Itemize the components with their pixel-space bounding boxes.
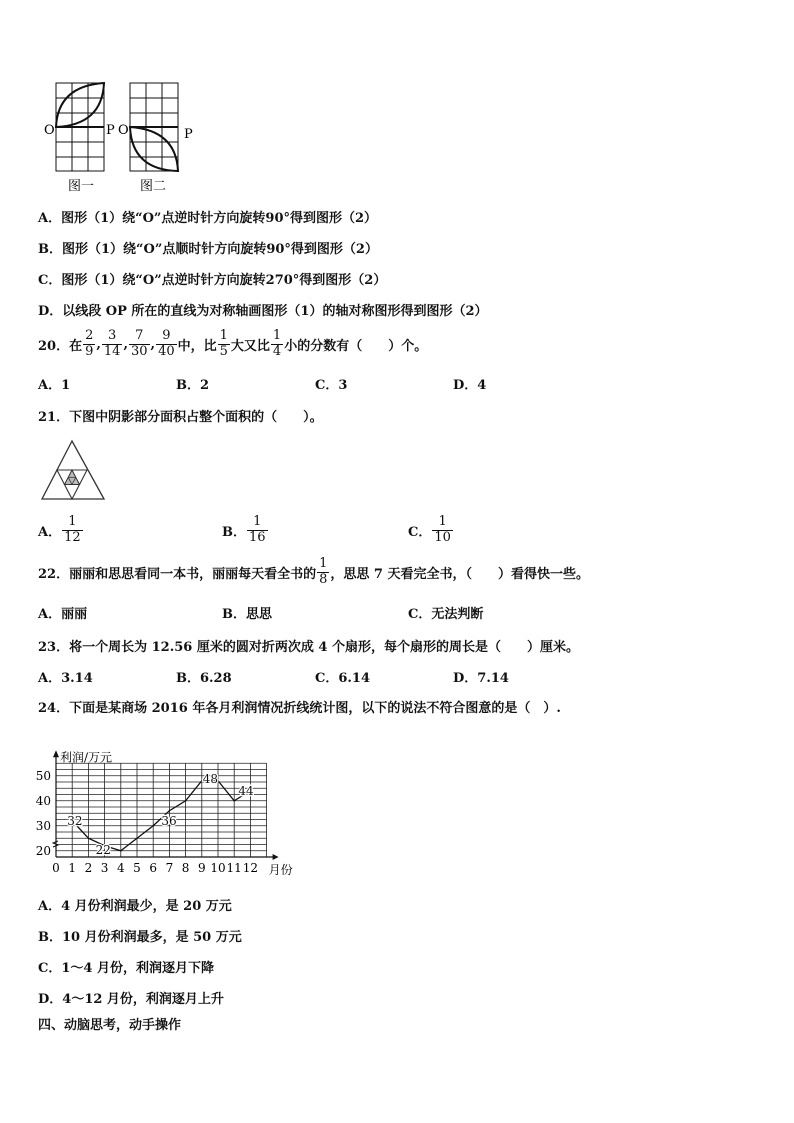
x-tick-label: 6 bbox=[149, 861, 158, 875]
x-tick-label: 9 bbox=[197, 861, 206, 875]
question-22-stem: 22．丽丽和思思看同一本书，丽丽每天看全书的 $\frac{1}{8}$ ，思思 7 天看完全书，（ ）看得快一些。 bbox=[38, 556, 589, 587]
y-axis-label: 利润/万元 bbox=[60, 750, 113, 765]
data-point bbox=[152, 825, 154, 827]
option-a[interactable]: A． $\frac{1}{12}$ bbox=[38, 514, 81, 545]
option-a[interactable]: A．1 bbox=[38, 378, 71, 393]
data-point bbox=[120, 850, 122, 852]
y-tick-label: 40 bbox=[35, 793, 51, 808]
question-24-stem: 24．下面是某商场 2016 年各月利润情况折线统计图，以下的说法不符合图意的是（ ）. bbox=[38, 701, 561, 716]
x-tick-label: 5 bbox=[133, 861, 141, 875]
option-b[interactable]: B．图形（1）绕“O”点顺时针方向旋转90°得到图形（2） bbox=[38, 242, 378, 257]
x-tick-label: 11 bbox=[226, 861, 242, 875]
option-c[interactable]: C．6.14 bbox=[315, 671, 371, 686]
fraction: $\frac{3}{14}$ bbox=[103, 328, 121, 359]
data-label: 32 bbox=[67, 813, 83, 828]
y-tick-label: 50 bbox=[35, 768, 51, 783]
data-point bbox=[169, 810, 171, 812]
axis-break-mark bbox=[53, 841, 58, 847]
data-label: 36 bbox=[161, 813, 177, 828]
option-c[interactable]: C．无法判断 bbox=[408, 607, 484, 622]
x-tick-label: 1 bbox=[68, 861, 77, 875]
option-b[interactable]: B． $\frac{1}{16}$ bbox=[222, 514, 266, 545]
point-p-label: P bbox=[106, 123, 115, 138]
question-23-stem: 23．将一个周长为 12.56 厘米的圆对折两次成 4 个扇形，每个扇形的周长是（ ）厘米。 bbox=[38, 640, 579, 655]
x-axis-arrow bbox=[273, 854, 279, 860]
data-label: 22 bbox=[95, 842, 111, 857]
fraction: $\frac{1}{10}$ bbox=[434, 514, 451, 545]
x-tick-label: 3 bbox=[100, 861, 109, 875]
option-c[interactable]: C．1～4 月份，利润逐月下降 bbox=[38, 961, 214, 976]
data-point bbox=[88, 837, 90, 839]
profit-line-chart bbox=[30, 722, 300, 882]
option-d[interactable]: D．以线段 OP 所在的直线为对称轴画图形（1）的轴对称图形得到图形（2） bbox=[38, 304, 488, 319]
question-20-stem: 20．在 $\frac{2}{9}$ , $\frac{3}{14}$ , $\frac{7}{30}$ , $\frac{9}{40}$ 中，比 $\frac{1}{5}$ 大又比 $\frac{1}{4}$ 小的分数有（ ）个。 bbox=[38, 328, 428, 359]
data-point bbox=[233, 800, 235, 802]
fraction: $\frac{2}{9}$ bbox=[85, 328, 94, 359]
option-d[interactable]: D．4 bbox=[453, 378, 487, 393]
option-b[interactable]: B．思思 bbox=[222, 607, 272, 622]
fraction: $\frac{7}{30}$ bbox=[130, 328, 148, 359]
section-heading: 四、动脑思考，动手操作 bbox=[38, 1018, 182, 1033]
data-point bbox=[185, 800, 187, 802]
data-label: 44 bbox=[238, 783, 254, 798]
q20-suffix: 小的分数有（ ）个。 bbox=[284, 338, 428, 354]
chart-grid bbox=[56, 763, 267, 857]
option-c[interactable]: C．3 bbox=[315, 378, 348, 393]
x-tick-label: 12 bbox=[242, 861, 259, 875]
figure-one-leaf bbox=[56, 83, 104, 127]
option-c[interactable]: C．图形（1）绕“O”点逆时针方向旋转270°得到图形（2） bbox=[38, 273, 387, 288]
option-a[interactable]: A．丽丽 bbox=[38, 607, 88, 622]
option-d[interactable]: D．4～12 月份，利润逐月上升 bbox=[38, 992, 224, 1007]
option-a[interactable]: A．图形（1）绕“O”点逆时针方向旋转90°得到图形（2） bbox=[38, 211, 378, 226]
option-c[interactable]: C． $\frac{1}{10}$ bbox=[408, 514, 451, 545]
data-label: 48 bbox=[202, 771, 219, 786]
nested-triangles-figure bbox=[38, 438, 118, 502]
option-b[interactable]: B．2 bbox=[176, 378, 210, 393]
x-tick-label: 8 bbox=[181, 861, 190, 875]
x-tick-label: 7 bbox=[165, 861, 174, 875]
x-tick-label: 10 bbox=[210, 861, 226, 875]
figure-two-caption: 图二 bbox=[140, 179, 167, 194]
point-o-label: O bbox=[118, 123, 129, 138]
data-point bbox=[136, 837, 138, 839]
option-b[interactable]: B．6.28 bbox=[176, 671, 232, 686]
fraction: $\frac{1}{5}$ bbox=[219, 328, 228, 359]
option-d[interactable]: D．7.14 bbox=[453, 671, 509, 686]
rotation-figures bbox=[40, 78, 210, 196]
x-tick-label: 4 bbox=[116, 861, 125, 875]
fraction: $\frac{1}{12}$ bbox=[64, 514, 81, 545]
question-21-stem: 21．下图中阴影部分面积占整个面积的（ ）。 bbox=[38, 410, 323, 425]
option-a[interactable]: A．3.14 bbox=[38, 671, 93, 686]
option-a[interactable]: A．4 月份利润最少，是 20 万元 bbox=[38, 899, 232, 914]
x-tick-label: 2 bbox=[84, 861, 93, 875]
fraction: $\frac{1}{8}$ bbox=[319, 556, 328, 587]
figure-one-caption: 图一 bbox=[68, 179, 95, 194]
y-axis-arrow bbox=[53, 750, 59, 757]
fraction: $\frac{1}{16}$ bbox=[249, 514, 266, 545]
q20-mid1: 中，比 bbox=[177, 338, 217, 354]
figure-two-leaf bbox=[130, 127, 178, 171]
y-tick-label: 30 bbox=[35, 818, 51, 833]
point-o-label: O bbox=[44, 123, 55, 138]
q20-prefix: 20．在 bbox=[38, 338, 83, 354]
point-p-label: P bbox=[184, 127, 193, 142]
q20-mid2: 大又比 bbox=[230, 338, 270, 354]
chart-axes bbox=[53, 750, 279, 860]
x-axis-label: 月份 bbox=[268, 863, 293, 877]
option-b[interactable]: B．10 月份利润最多，是 50 万元 bbox=[38, 930, 242, 945]
fraction: $\frac{1}{4}$ bbox=[272, 328, 282, 359]
chart-point-labels bbox=[67, 772, 254, 857]
fraction: $\frac{9}{40}$ bbox=[158, 328, 175, 359]
x-tick-label: 0 bbox=[52, 861, 60, 875]
y-tick-label: 20 bbox=[35, 843, 51, 858]
